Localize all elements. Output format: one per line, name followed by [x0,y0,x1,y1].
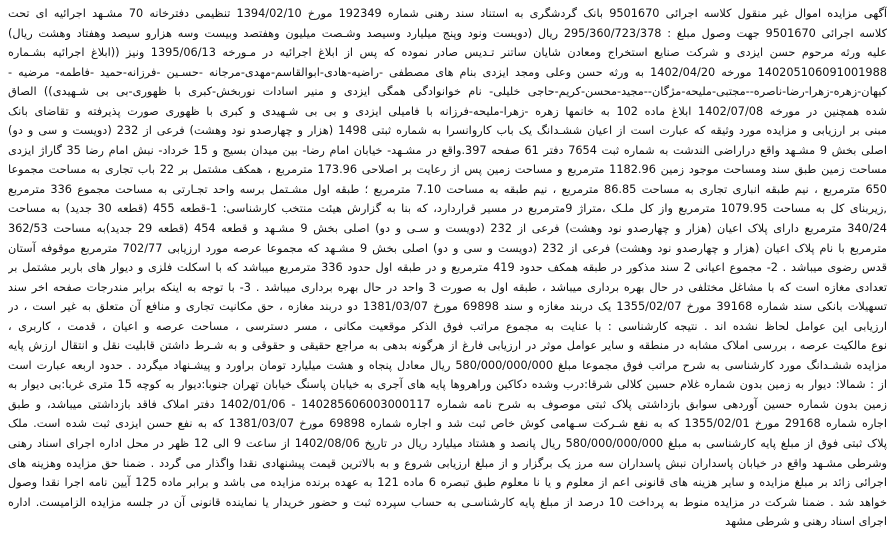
notice-line: مترمربع با نام پلاک اعیان (هزار و چهارصدو نود وهشت) فرعی از 232 (دویست و سی و دو) اصلی بخش 9 مشـهد که مجموعا عرصه مورد ارزیابی 702/77 مترمربع موقوفه آستان [8,241,887,255]
notice-line: ,زیربنای کل به مساحت 1079.95 مترمربع واز کل ملـک ،متراژ 9مترمربع در مسیر قراردارد، که بنا به گزارش هیئت منتخب کارشناسی: 1-قطعه 455 (قطعه 30 جدید) به مساحت [8,202,887,216]
notice-line: نوع مالکیت عرصه ، بررسی املاک مشابه در منطقه و سایر عوامل موثر در ارزیابی فارغ از هرگونه بدهی به مراجع حقیقی و حقوقی و به شـرط داشتن قابلیت نقل و انتقال ارزش پایه [8,339,887,353]
notice-line: مبنی بر ارزیابی و مزایده مورد وثیقه که عبارت است از اعیان ششـدانگ یک باب کاروانسرا به شماره ثبتی 1498 (هزار و چهارصدو نود وهشت) فرعی از 232 (دویست و سی و دو) [8,124,887,138]
notice-line: تسهیلات بانکی سند شماره 39168 مورخ 1355/02/07 یک دربند مغازه و سند 69898 مورخ 1381/03/07 دو دربند مغازه ، حق مکانیت تجاری و منافع آن متعلق به غیر است ، در [8,300,887,314]
notice-line: 340/24 مترمربع دارای پلاک اعیان (هزار و چهارصدو نود وهشت) فرعی از 232 (دویست و سـی و دو) اصلی بخش 9 مشـهد و قطعه 454 (قطعه 29 جدید)به مساحت 362/53 [8,222,887,236]
notice-line: 650 مترمربع ، نیم طبقه انباری تجاری به مساحت 86.85 مترمربع ، نیم طبقه به مساحت 7.10 مترمربع ؛ طبقه اول مشـتمل برسه واحد تجـارتی به مساحت مجموع 336 مترمربع [8,182,887,196]
notice-line: علیه ورثه مرحوم حسن ایزدی و شرکت صنایع استخراج ومعادن شایان ساتنر تـدیس صادر نموده که پس از ابلاغ اجرائیه در مـورخه 1395/06/13 ونیز ((ابلاغ اجرائیه بشـماره [8,46,887,60]
notice-line: وشرطی مشـهد واقع در خیابان پاسداران نبش پاسداران سه مرز یک برگزار و از مبلغ ارزیابی شروع و به بالاترین قیمت پیشنهادی نقدا واگذار می گردد . ضمنا حق مزایده وهزینه های [8,456,887,470]
notice-line: شده همچنین در مورخه 1402/07/08 ابلاغ ماده 102 به خانمها زهره -زهرا-ملیحه-فرزانه با فامیلی ایزدی و بی بی شـهیدی و کبری با ظهوری صورت پذیرفته و تقاضای بانک [8,104,887,118]
notice-line: ارزیابی این عوامل لحاظ نشده اند . نتیجه کارشناسی : با عنایت به مجموع مراتب فوق الذکر موقعیت مکانی ، مسر دسترسی ، مساحت عرصه و اعیان ، قدمت ، کاربری ، [8,319,887,333]
notice-line: اجرائی زائد بر مبلغ مزایده و سایر هزینه های قانونی اعم از معلوم و یا نا معلوم طبق تبصره 6 ماده 121 به عهده برنده مزایده می باشد و برابر ماده 125 آیین نامه اجرا نقدا وصول [8,476,887,490]
notice-line: تعدادی مغازه است که با مشاغل مختلفی در حال بهره برداری میباشد ، طبقه اول به صورت 3 واحد در حال بهره برداری میباشد . 3- با توجه به اینکه برابر مندرجات صفحه اخر سند [8,280,887,294]
notice-line: پلاک ثبتی فوق از مبلغ پایه کارشناسی به مبلغ 580/000/000/000 ریال پانصد و هشتاد میلیارد ریال در تاریخ 1402/08/06 از ساعت 9 الی 12 ظهر در محل اداره اجرای اسناد رهنی [8,437,887,451]
notice-line: قدس رضوی میباشد . 2- مجموع اعیانی 2 سند مذکور در طبقه همکف حدود 419 مترمربع و در طبقه اول حدود 336 مترمربع میباشد که با اسکلت فلزی و دیوار های باربر مشتمل بر [8,261,887,275]
notice-line: اصلی بخش 9 مشـهد واقع دراراضی الندشت به شماره ثبت 7654 دفتر 61 صفحه 397.واقع در مشـهد- خیابان امام رضا- بین میدان بسیج و 15 خرداد- نبش امام رضا 35 گاراژ ایزدی [8,143,887,157]
notice-line: کلاسه اجرائی 9501670 جهت وصول مبلغ : 295/360/723/378 ریال (دویست ونود وپنج میلیارد وسیصد وشـصت میلیون وهفتصد وبیست وسه هزارو سیصد وهفتاد وهشت ریال) [8,26,887,40]
notice-line: زمین بدون شماره حسین آوردهی سوابق بازداشتی پلاک ثبتی موصوف به شرح نامه شماره 140285606003000117 - 1402/01/06 دفتر املاک فاقد بازداشتی میباشد، و طبق [8,397,887,411]
notice-line: اجرای اسناد رهنی و شرطی مشهد [725,515,887,529]
notice-line: اجاره شماره 29168 مورخ 1355/02/01 که به نفع شـرکت سـهامی کوش خاص ثبت شد و اجاره شماره 69898 مورخ 1381/03/07 که به نفع حسن ایزدی ثبت شده است. ملک [8,417,887,431]
notice-line: 140205106091001988 مورخه 1402/04/20 به ورثه حسن وعلی ومجد ایزدی بنام های مصطفی -راضیه-هادی-ابوالقاسم-مهدی-مرجانه -حسـین -فرزانه-حمید -فاطمه- مرضیه - [8,65,887,79]
notice-line: کیهان-زهره-زهرا-رضا-ناصره--مجتبی-ملیحه-مژگان--مجید-محسن-کریم-حاجی خلیلی- نام خوانوادگی همگی ایزدی و منیر اسادات نوربخش-کبری با ظهوری-بی بی شـهیدی)) الصاق [8,85,887,99]
notice-line: خواهد شد . ضمنا شرکت در مزایده منوط به پرداخت 10 درصد از مبلغ پایه کارشناسـی به حساب سپرده ثبت و حضور خریدار یا نماینده قانونی آن در جلسه مزایده الزامیست. اداره [8,495,887,509]
notice-line: مزایده ششـدانگ مورد کارشناسی به شرح مراتب فوق مجموعا مبلغ 580/000/000/000 ریال معادل پنجاه و هشت میلیارد تومان براورد و پیشـنهاد میگردد . حدود اربعه عبارت است [8,358,887,372]
notice-line: آگهی مزایده اموال غیر منقول کلاسه اجرائی 9501670 بانک گردشگری به استناد سند رهنی شماره 192349 مورخ 1394/02/10 تنظیمی دفترخانه 70 مشـهد اجرائیه ای تحت [8,7,887,20]
notice-line: مساحت زمین طبق سند ومساحت موجود زمین 1182.96 مترمربع و مساحت زمین پس از رعایت بر اصلاحی 173.96 مترمربع ، همکف مشتمل بر 22 باب تجاری به مساحت مجموعا [8,163,887,177]
notice-line: از : شمالا: دیوار به زمین بدون شماره غلام حسین کلالی شرقا:درب وشده دکاکین وراهروها پایه های آجری به خیابان پاسنگ خیابان تهران جنوبا:دیوار به کوچه 15 متری غربا:بی دیوار به [8,378,887,392]
